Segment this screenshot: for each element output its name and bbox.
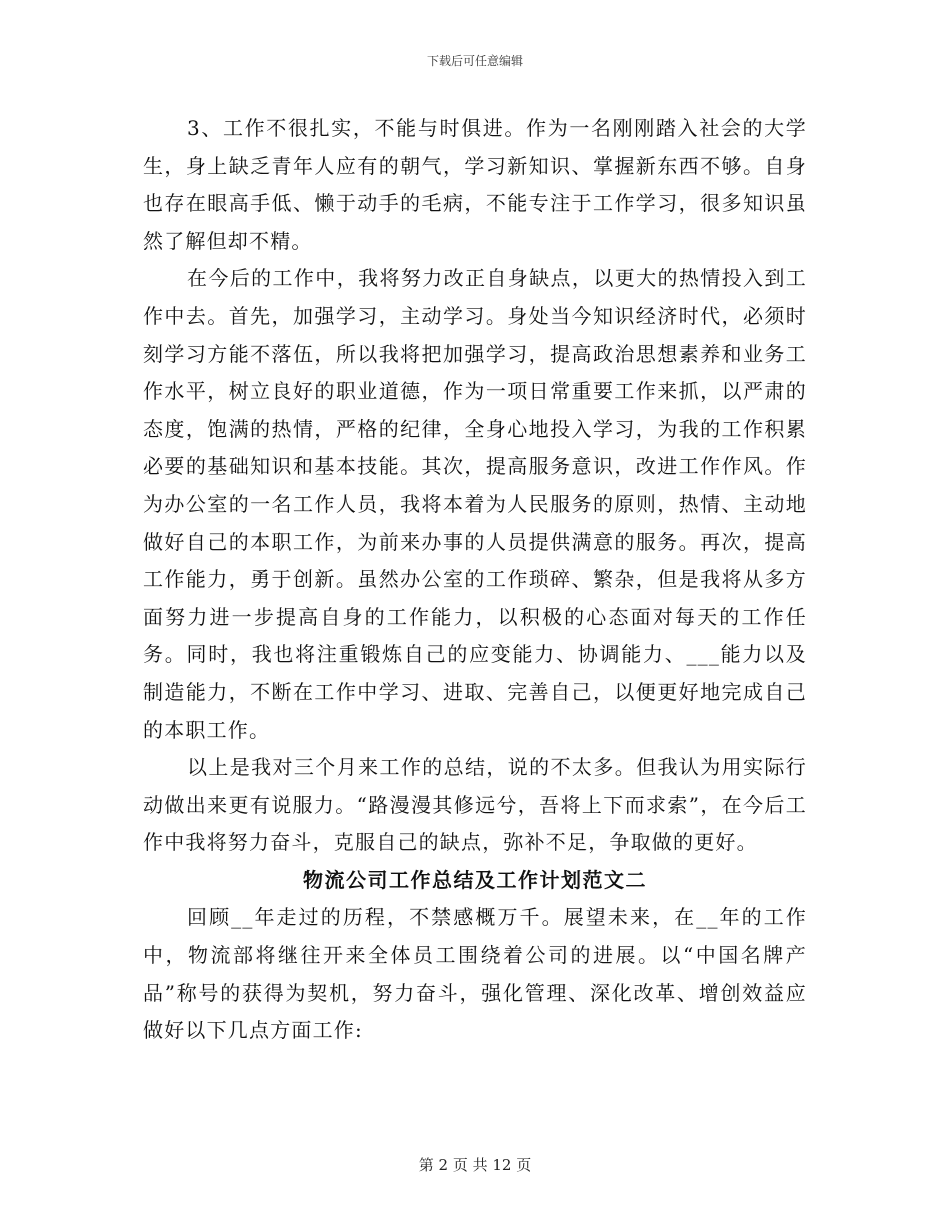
- paragraph: 3、工作不很扎实，不能与时俱进。作为一名刚刚踏入社会的大学生，身上缺乏青年人应有的朝气，学习新知识、掌握新东西不够。自身也存在眼高手低、懒于动手的毛病，不能专注于工作学习，很多知识虽然了解但却不精。: [143, 116, 807, 253]
- document-body: [143, 110, 807, 1050]
- page-header: 下载后可任意编辑: [426, 54, 523, 68]
- paragraph: 以上是我对三个月来工作的总结，说的不太多。但我认为用实际行动做出来更有说服力。“路漫漫其修远兮，吾将上下而求索”，在今后工作中我将努力奋斗，克服自己的缺点，弥补不足，争取做的更好。: [143, 755, 807, 855]
- paragraph: 回顾__年走过的历程，不禁感概万千。展望未来，在__年的工作中，物流部将继往开来全体员工围绕着公司的进展。以“中国名牌产品”称号的获得为契机，努力奋斗，强化管理、深化改革、增创效益应做好以下几点方面工作:: [143, 905, 807, 1043]
- page-number: 第 2 页 共 12 页: [418, 1156, 532, 1174]
- section-title: 物流公司工作总结及工作计划范文二: [303, 867, 647, 892]
- paragraph: 在今后的工作中，我将努力改正自身缺点，以更大的热情投入到工作中去。首先，加强学习，主动学习。身处当今知识经济时代，必须时刻学习方能不落伍，所以我将把加强学习，提高政治思想素养和业务工作水平，树立良好的职业道德，作为一项日常重要工作来抓，以严肃的态度，饱满的热情，严格的纪律，全身心地投入学习，为我的工作积累必要的基础知识和基本技能。其次，提高服务意识，改进工作作风。作为办公室的一名工作人员，我将本着为人民服务的原则，热情、主动地做好自己的本职工作，为前来办事的人员提供满意的服务。再次，提高工作能力，勇于创新。虽然办公室的工作琐碎、繁杂，但是我将从多方面努力进一步提高自身的工作能力，以积极的心态面对每天的工作任务。同时，我也将注重锻炼自己的应变能力、协调能力、___能力以及制造能力，不断在工作中学习、进取、完善自己，以便更好地完成自己的本职工作。: [143, 266, 807, 742]
